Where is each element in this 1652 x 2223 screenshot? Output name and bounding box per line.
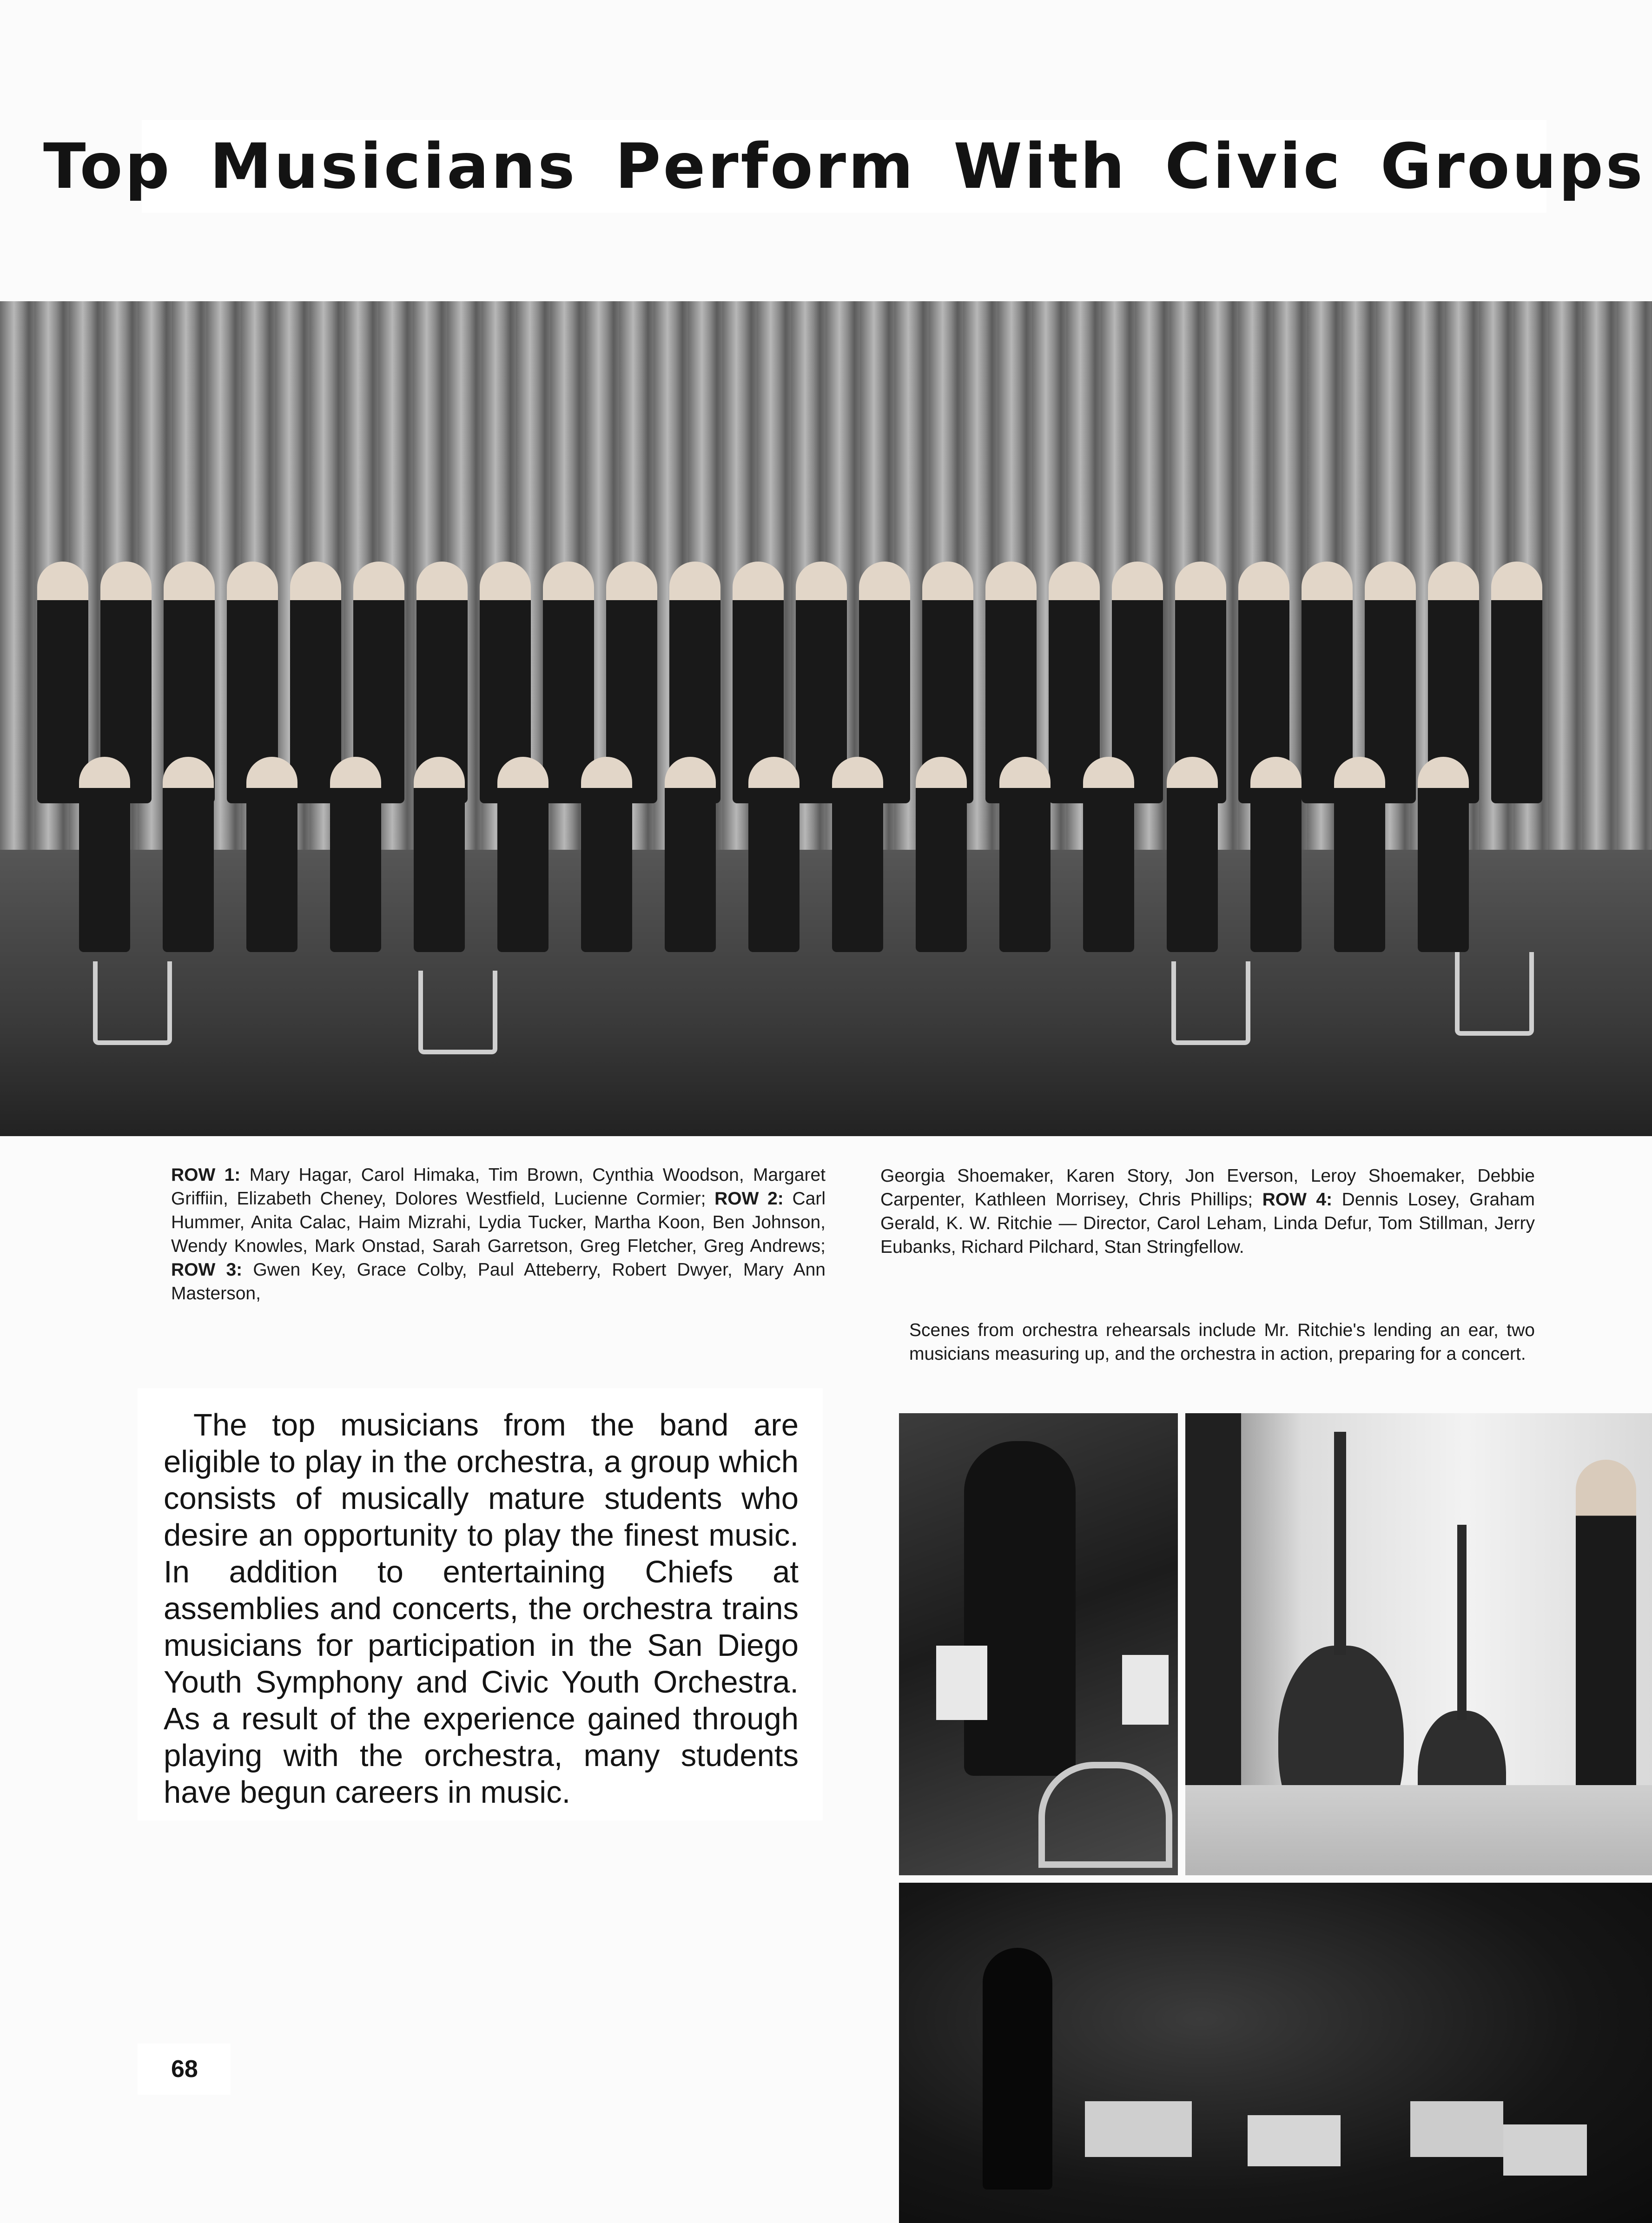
caption-names: Carl Hummer, Anita Calac, Haim Mizrahi, Lydia Tucker, Martha Koon, Ben Johnson, Wendy Knowles, Mark Onstad, Sarah Garretson, Greg Fletcher, Greg Andrews; (171, 1189, 826, 1256)
caption-row-label: ROW 4: (1262, 1190, 1333, 1210)
page-number: 68 (138, 2044, 231, 2095)
rehearsal-photo-orchestra (899, 1883, 1652, 2223)
body-text-box (138, 1388, 823, 1820)
orchestra-group-photo (0, 301, 1652, 1136)
group-caption-right (880, 1164, 1535, 1259)
caption-row-label: ROW 2: (714, 1189, 784, 1209)
orchestra-front-row (79, 757, 1469, 952)
rehearsal-caption (909, 1318, 1535, 1366)
rehearsal-photo-director (899, 1413, 1178, 1875)
body-paragraph: The top musicians from the band are eligible to play in the orchestra, a group which consists of musically mature students who desire an opportunity to play the finest music. In addition to entertaining Chiefs at assemblies and concerts, the orchestra trains musicians for participation in the San Diego Youth Symphony and Civic Youth Orchestra. As a result of the experience gained through playing with the orchestra, many students have begun careers in music. (164, 1408, 799, 1810)
folding-chair (1171, 961, 1250, 1045)
caption-names: Dennis Losey, Graham Gerald, K. W. Ritchie — Director, Carol Leham, Linda Defur, Tom Stillman, Jerry Eubanks, Richard Pilchard, Stan Stringfellow. (880, 1190, 1535, 1257)
page-title: Top Musicians Perform With Civic Groups (43, 130, 1645, 203)
caption-names: Mary Hagar, Carol Himaka, Tim Brown, Cynthia Woodson, Margaret Griffiin, Elizabeth Cheney, Dolores Westfield, Lucienne Cormier; (171, 1165, 826, 1209)
folding-chair (93, 961, 172, 1045)
group-caption-left (171, 1163, 826, 1305)
folding-chair (1455, 952, 1534, 1036)
caption-row-label: ROW 3: (171, 1260, 243, 1280)
rehearsal-caption-text: Scenes from orchestra rehearsals include Mr. Ritchie's lending an ear, two musicians measuring up, and the orchestra in action, preparing for a concert. (909, 1320, 1535, 1364)
caption-names: Georgia Shoemaker, Karen Story, Jon Everson, Leroy Shoemaker, Debbie Carpenter, Kathleen Morrisey, Chris Phillips; (880, 1166, 1535, 1210)
caption-names: Gwen Key, Grace Colby, Paul Atteberry, Robert Dwyer, Mary Ann Masterson, (171, 1260, 826, 1303)
rehearsal-photo-instruments (1185, 1413, 1652, 1875)
caption-row-label: ROW 1: (171, 1165, 241, 1185)
title-banner (43, 120, 1645, 213)
folding-chair (418, 971, 497, 1054)
